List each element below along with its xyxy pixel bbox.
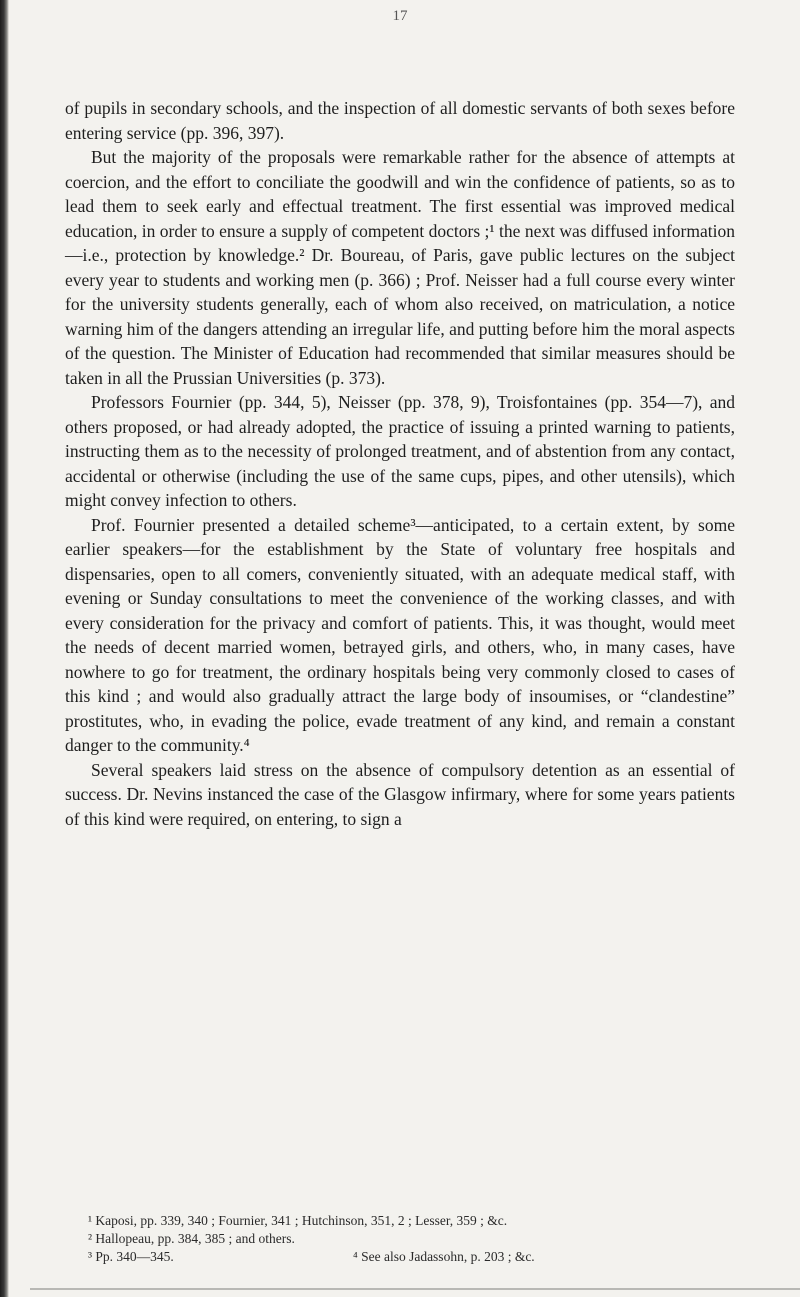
paragraph-2: But the majority of the proposals were remarkable rather for the absence of attempts at coercion, and the effort to conciliate the goodwill and win the confidence of patients, so as to lead them to seek early and effectual treatment. The first essential was improved medical education, in order to ensure a supply of competent doctors ;¹ the next was diffused information—i.e., protection by knowledge.² Dr. Boureau, of Paris, gave public lectures on the subject every year to students and working men (p. 366) ; Prof. Neisser had a full course every winter for the university students generally, each of whom also received, on matriculation, a notice warning him of the dangers attending an irregular life, and putting before him the moral aspects of the question. The Minister of Education had recommended that similar measures should be taken in all the Prussian Universities (p. 373). xyxy=(65,147,735,388)
paragraph-1: of pupils in secondary schools, and the inspection of all domestic servants of both sexes before entering service (pp. 396, 397). xyxy=(65,98,735,143)
page-bottom-edge xyxy=(30,1288,800,1290)
body-text xyxy=(65,96,735,831)
paragraph-3: Professors Fournier (pp. 344, 5), Neisser (pp. 378, 9), Troisfontaines (pp. 354—7), and others proposed, or had already adopted, the practice of issuing a printed warning to patients, instructing them as to the necessity of prolonged treatment, and of abstention from any contact, accidental or otherwise (including the use of the same cups, pipes, and other utensils), which might convey infection to others. xyxy=(65,392,735,510)
paragraph-5: Several speakers laid stress on the absence of compulsory detention as an essential of success. Dr. Nevins instanced the case of the Glasgow infirmary, where for some years patients of this kind were required, on entering, to sign a xyxy=(65,759,735,829)
footnote-4: ⁴ See also Jadassohn, p. 203 ; &c. xyxy=(353,1249,535,1264)
footnote-2: ² Hallopeau, pp. 384, 385 ; and others. xyxy=(88,1231,295,1246)
book-spine-shadow xyxy=(0,0,9,1297)
footnotes xyxy=(88,1212,738,1266)
paragraph-4: Prof. Fournier presented a detailed scheme³—anticipated, to a certain extent, by some earlier speakers—for the establishment by the State of voluntary free hospitals and dispensaries, open to all comers, conveniently situated, with an adequate medical staff, with evening or Sunday consultations to meet the convenience of the working classes, and with every consideration for the privacy and comfort of patients. This, it was thought, would meet the needs of decent married women, betrayed girls, and others, who, in many cases, have nowhere to go for treatment, the ordinary hospitals being very commonly closed to cases of this kind ; and would also gradually attract the large body of insoumises, or “clandestine” prostitutes, who, in evading the police, evade treatment of any kind, and remain a constant danger to the community.⁴ xyxy=(65,514,735,755)
footnote-3: ³ Pp. 340—345. xyxy=(88,1249,174,1264)
footnote-1: ¹ Kaposi, pp. 339, 340 ; Fournier, 341 ; Hutchinson, 351, 2 ; Lesser, 359 ; &c. xyxy=(88,1213,508,1228)
page-number: 17 xyxy=(392,8,408,24)
footnote-row xyxy=(88,1248,738,1266)
